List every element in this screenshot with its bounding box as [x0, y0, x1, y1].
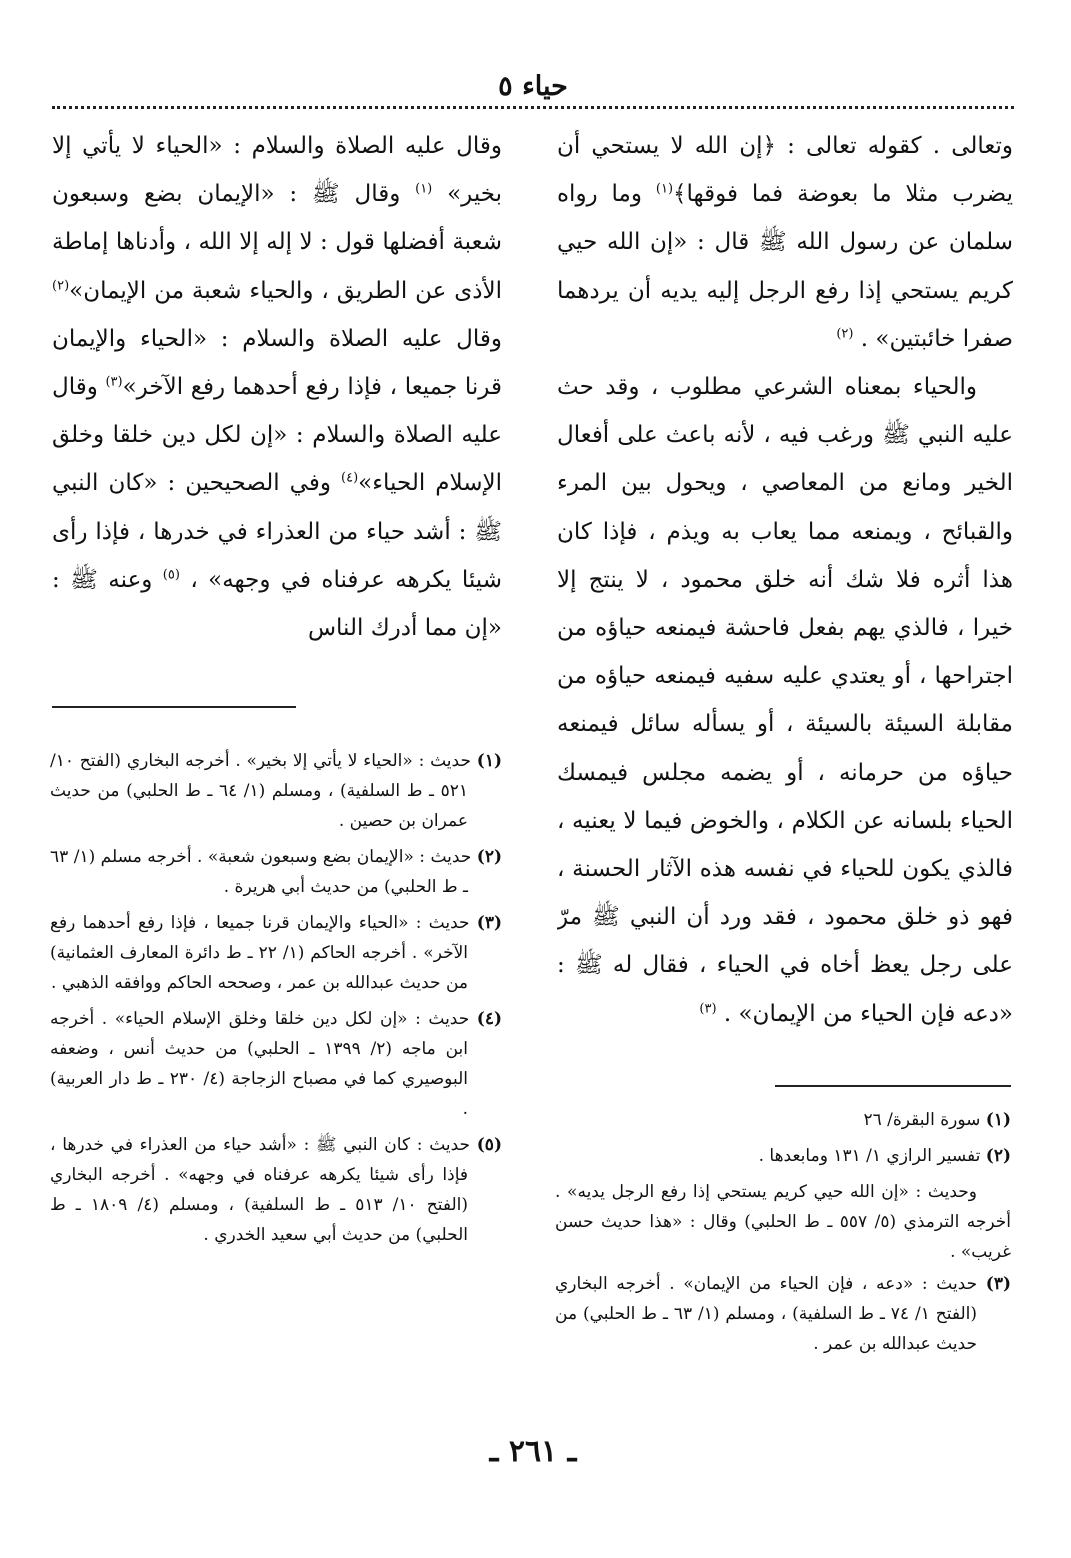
footnote-text: حديث : كان النبي ﷺ : «أشد حياء من العذراء في خدرها ، فإذا رأى شيئا يكرهه عرفناه في وجهه» . أخرجه البخاري (الفتح ١٠/ ٥١٣ ـ ط السلفية) ، ومسلم (٤/ ١٨٠٩ ـ ط الحلبي) من حديث أبي سعيد الخدري .: [50, 1135, 471, 1245]
right-paragraph-1: [557, 122, 1013, 363]
footnote-divider-left: [52, 706, 296, 708]
footnote-text: حديث : «الحياء لا يأتي إلا بخير» . أخرجه البخاري (الفتح ١٠/ ٥٢١ ـ ط السلفية) ، ومسلم (١/ ٦٤ ـ ط الحلبي) من حديث عمران بن حصين .: [50, 751, 471, 831]
footnote-ref: (١): [415, 181, 433, 197]
running-header: حياء ٥: [498, 71, 568, 102]
footnote-continuation: [555, 1177, 1011, 1267]
footnote-item: [555, 1141, 1011, 1171]
footnote-number: (٣): [985, 1274, 1011, 1294]
footnote-text: تفسير الرازي ١/ ١٣١ ومابعدها .: [758, 1146, 981, 1166]
right-paragraph-2: [557, 363, 1013, 1038]
paragraph-text: وقال ﷺ : «الإيمان بضع وسبعون شعبة أفضلها قول : لا إله إلا الله ، وأدناها إماطة الأذى عن الطريق ، والحياء شعبة من الإيمان»: [52, 181, 502, 304]
footnote-text: حديث : «دعه ، فإن الحياء من الإيمان» . أخرجه البخاري (الفتح ١/ ٧٤ ـ ط السلفية) ، ومسلم (١/ ٦٣ ـ ط الحلبي) من حديث عبدالله بن عمر .: [555, 1274, 978, 1354]
paragraph-text: وفي الصحيحين : «كان النبي ﷺ : أشد حياء من العذراء في خدرها ، فإذا رأى شيئا يكرهه عرفناه في وجهه» ،: [52, 470, 502, 593]
footnotes-left: [50, 746, 502, 1406]
footnote-number: (٣): [476, 913, 502, 933]
footnote-item: [555, 1105, 1011, 1135]
quran-quote: وتعالى . كقوله تعالى : ﴿إن الله لا يستحي أن يضرب مثلا ما بعوضة فما فوقها﴾: [557, 133, 1013, 208]
footnote-ref: (٢): [52, 277, 70, 293]
footnote-ref: (١): [655, 181, 674, 197]
footnote-item: [555, 1269, 1011, 1359]
footnote-item: [50, 842, 502, 902]
header-divider: [52, 106, 1014, 109]
page-number: ـ ٢٦١ ـ: [489, 1434, 577, 1469]
footnote-number: (١): [985, 1110, 1011, 1130]
paragraph-text: والحياء بمعناه الشرعي مطلوب ، وقد حث عليه النبي ﷺ ورغب فيه ، لأنه باعث على أفعال الخير ومانع من المعاصي ، ويحول بين المرء والقبائح ، ويمنعه مما يعاب به ويذم ، فإذا كان هذا أثره فلا شك أنه خلق محمود ، لا ينتج إلا خيرا ، فالذي يهم بفعل فاحشة فيمنعه حياؤه من اجتراحها ، أو يعتدي عليه سفيه فيمنعه حياؤه من مقابلة السيئة بالسيئة ، أو يسأله سائل فيمنعه حياؤه من حرمانه ، أو يضمه مجلس فيمسك الحياء بلسانه عن الكلام ، والخوض فيما لا يعنيه ، فالذي يكون للحياء في نفسه هذه الآثار الحسنة ، فهو ذو خلق محمود ، فقد ورد أن النبي ﷺ مرّ على رجل يعظ أخاه في الحياء ، فقال له ﷺ : «دعه فإن الحياء من الإيمان» .: [557, 374, 1013, 1027]
right-text-column: [557, 122, 1013, 1072]
paragraph-text: وقال عليه الصلاة والسلام : «الحياء لا يأتي إلا بخير»: [52, 133, 502, 208]
paragraph-text: وقال عليه الصلاة والسلام : «الحياء والإيمان قرنا جميعا ، فإذا رفع أحدهما رفع الآخر»: [52, 325, 502, 401]
paragraph-text: وقال عليه الصلاة والسلام : «إن لكل دين خلقا وخلق الإسلام الحياء»: [52, 374, 502, 497]
footnote-text: حديث : «الإيمان بضع وسبعون شعبة» . أخرجه مسلم (١/ ٦٣ ـ ط الحلبي) من حديث أبي هريرة .: [50, 847, 472, 897]
hadith-text: وما رواه سلمان عن رسول الله ﷺ قال : «إن الله حيي كريم يستحي إذا رفع الرجل إليه يديه أن يردهما صفرا خائبتين» .: [557, 181, 1013, 352]
footnote-item: [50, 1004, 502, 1124]
footnotes-right: [555, 1105, 1011, 1405]
footnote-number: (٥): [476, 1135, 502, 1155]
paragraph-text: وعنه ﷺ : «إن مما أدرك الناس: [52, 566, 502, 642]
footnote-ref: (٢): [836, 326, 854, 342]
footnote-ref: (٣): [699, 1001, 717, 1016]
footnote-text: حديث : «الحياء والإيمان قرنا جميعا ، فإذا رفع أحدهما رفع الآخر» . أخرجه الحاكم (١/ ٢٢ ـ ط دائرة المعارف العثمانية) من حديث عبدالله بن عمر ، وصححه الحاكم ووافقه الذهبي .: [50, 913, 470, 993]
footnote-ref: (٥): [162, 567, 180, 583]
footnote-number: (١): [476, 751, 502, 771]
footnote-divider-right: [775, 1085, 1011, 1087]
footnote-text: حديث : «إن لكل دين خلقا وخلق الإسلام الحياء» . أخرجه ابن ماجه (٢/ ١٣٩٩ ـ الحلبي) من حديث أنس ، وضعفه البوصيري كما في مصباح الزجاجة (٤/ ٢٣٠ ـ ط دار العربية) .: [50, 1009, 470, 1119]
footnote-item: [50, 908, 502, 998]
footnote-item: [50, 1130, 502, 1250]
footnote-text: سورة البقرة/ ٢٦: [863, 1110, 981, 1130]
footnote-item: [50, 746, 502, 836]
footnote-number: (٢): [985, 1146, 1011, 1166]
footnote-ref: (٤): [341, 470, 359, 486]
left-paragraph: [52, 122, 502, 652]
left-text-column: [52, 122, 502, 682]
footnote-number: (٢): [476, 847, 502, 867]
footnote-ref: (٣): [105, 374, 123, 390]
footnote-number: (٤): [476, 1009, 502, 1029]
footnote-text: وحديث : «إن الله حيي كريم يستحي إذا رفع الرجل يديه» . أخرجه الترمذي (٥/ ٥٥٧ ـ ط الحلبي) وقال : «هذا حديث حسن غريب» .: [555, 1182, 1011, 1262]
